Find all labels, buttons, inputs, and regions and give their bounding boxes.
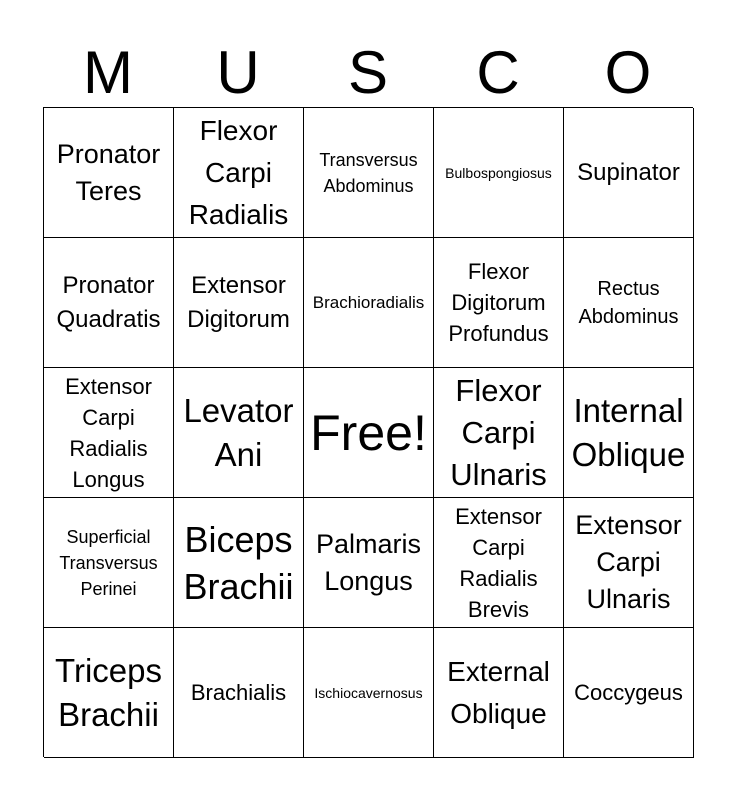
bingo-cell[interactable]: [44, 628, 174, 758]
cell-label: Triceps Brachii: [55, 651, 162, 733]
bingo-cell free-space[interactable]: [304, 368, 434, 498]
cell-label: Superficial Transversus Perinei: [59, 526, 158, 599]
cell-label: Transversus Abdominus: [319, 149, 418, 196]
cell-label: Rectus Abdominus: [578, 277, 679, 328]
bingo-cell[interactable]: [44, 368, 174, 498]
cell-label: Extensor Digitorum: [187, 271, 290, 333]
bingo-cell[interactable]: [174, 628, 304, 758]
bingo-board: [43, 107, 693, 757]
cell-label: Pronator Quadratis: [56, 271, 161, 333]
bingo-cell[interactable]: [304, 238, 434, 368]
bingo-cell[interactable]: [174, 108, 304, 238]
cell-label: Levator Ani: [183, 391, 294, 473]
bingo-cell[interactable]: [304, 628, 434, 758]
header-letter-m: M: [83, 39, 133, 106]
bingo-cell[interactable]: [174, 238, 304, 368]
bingo-cell[interactable]: [564, 498, 694, 628]
cell-label: Extensor Carpi Radialis Brevis: [455, 503, 542, 622]
cell-label: Internal Oblique: [571, 391, 686, 473]
cell-label: External Oblique: [447, 655, 550, 729]
cell-label: Coccygeus: [574, 680, 683, 705]
cell-label: Extensor Carpi Radialis Longus: [65, 373, 152, 492]
bingo-cell[interactable]: [44, 238, 174, 368]
cell-label: Flexor Carpi Radialis: [188, 114, 289, 230]
bingo-header: [43, 40, 693, 106]
cell-label: Brachialis: [190, 680, 287, 705]
bingo-cell[interactable]: [564, 368, 694, 498]
bingo-cell[interactable]: [174, 368, 304, 498]
cell-label: Ischiocavernosus: [314, 684, 423, 701]
header-letter-s: S: [347, 39, 389, 106]
cell-label: Palmaris Longus: [315, 528, 422, 596]
header-letter-o: O: [604, 39, 652, 106]
bingo-cell[interactable]: [174, 498, 304, 628]
bingo-cell[interactable]: [304, 498, 434, 628]
bingo-cell[interactable]: [564, 628, 694, 758]
bingo-cell[interactable]: [564, 238, 694, 368]
header-letter-c: C: [476, 39, 520, 106]
bingo-cell[interactable]: [44, 498, 174, 628]
bingo-cell[interactable]: [434, 628, 564, 758]
bingo-cell[interactable]: [434, 498, 564, 628]
cell-label: Brachioradialis: [312, 292, 425, 312]
bingo-cell[interactable]: [434, 368, 564, 498]
bingo-cell[interactable]: [434, 238, 564, 368]
bingo-cell[interactable]: [564, 108, 694, 238]
cell-label: Biceps Brachii: [183, 518, 294, 607]
cell-label: Flexor Digitorum Profundus: [448, 259, 549, 346]
bingo-cell[interactable]: [304, 108, 434, 238]
bingo-cell[interactable]: [434, 108, 564, 238]
cell-label: Bulbospongiosus: [445, 164, 552, 181]
cell-label: Extensor Carpi Ulnaris: [575, 510, 682, 614]
cell-label: Supinator: [577, 158, 680, 186]
bingo-cell[interactable]: [44, 108, 174, 238]
cell-label: Pronator Teres: [56, 138, 161, 206]
cell-label: Flexor Carpi Ulnaris: [450, 372, 547, 492]
header-letter-u: U: [216, 39, 260, 106]
free-space-label: Free!: [310, 404, 427, 461]
